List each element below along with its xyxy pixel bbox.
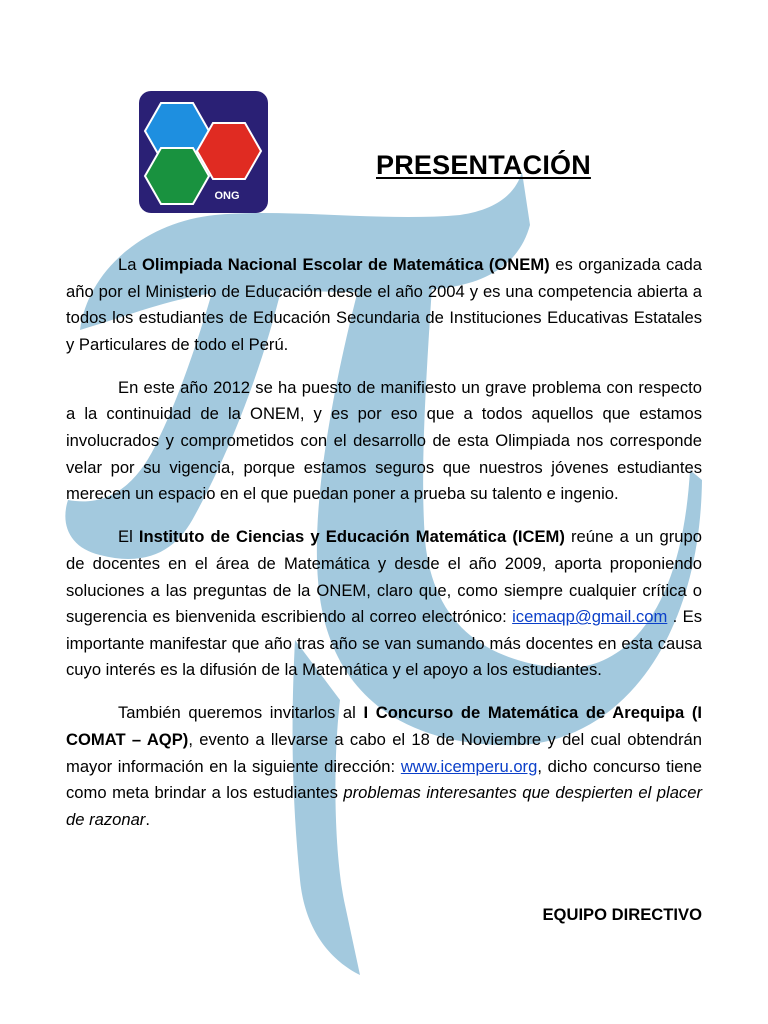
contest-name: I Concurso de Matemática de Arequipa (I COMAT – AQP) (66, 703, 702, 749)
signature: EQUIPO DIRECTIVO (542, 905, 702, 924)
paragraph-text: reúne a un grupo de docentes en el área de Matemática y desde el año 2009, aporta proponiendo soluciones a las preguntas de la ONEM, claro que, como siempre cualquier crítica o sugerencia es bienvenida escribiendo al correo electrónico: (66, 527, 702, 627)
paragraph-text: . Es importante manifestar que año tras año se van sumando más docentes en esta causa cuyo interés es la difusión de la Matemática y el apoyo a los estudiantes. (66, 607, 702, 680)
paragraph-3 (66, 524, 702, 684)
hexagon-logo-icon (139, 91, 268, 213)
paragraph-text: El (118, 527, 139, 547)
email-link[interactable]: icemaqp@gmail.com (512, 607, 668, 627)
document-body (66, 252, 702, 850)
page-title: PRESENTACIÓN (376, 150, 591, 180)
onem-name: Olimpiada Nacional Escolar de Matemática (ONEM) (142, 255, 550, 274)
paragraph-1 (66, 252, 702, 358)
paragraph-4 (66, 700, 702, 833)
paragraph-text: . (145, 809, 150, 829)
website-link[interactable]: www.icemperu.org (400, 756, 538, 776)
paragraph-text: , evento a llevarse a cabo el 18 de Noviembre y del cual obtendrán mayor información en la siguiente dirección: (66, 730, 702, 776)
italic-phrase: problemas interesantes que despierten el placer de razonar (66, 783, 702, 829)
paragraph-text: , dicho concurso tiene como meta brindar a los estudiantes (66, 756, 702, 803)
icem-name: Instituto de Ciencias y Educación Matemática (ICEM) (138, 527, 565, 547)
paragraph-text: En este año 2012 se ha puesto de manifiesto un grave problema con respecto a la continuidad de la ONEM, y es por eso que a todos aquellos que estamos involucrados y comprometidos con el desarrollo de esta Olimpiada nos corresponde velar por su vigencia, porque estamos seguros que nuestros jóvenes estudiantes merecen un espacio en el que puedan poner a prueba su talento e ingenio. (66, 377, 702, 504)
logo-label: ONG (214, 190, 240, 202)
paragraph-text: es organizada cada año por el Ministerio de Educación desde el año 2004 y es una competencia abierta a todos los estudiantes de Educación Secundaria de Instituciones Educativas Estatales y Particulares de todo el Perú. (66, 255, 702, 354)
paragraph-text: También queremos invitarlos al (118, 703, 364, 723)
paragraph-2 (66, 375, 702, 508)
paragraph-text: La (118, 255, 143, 274)
